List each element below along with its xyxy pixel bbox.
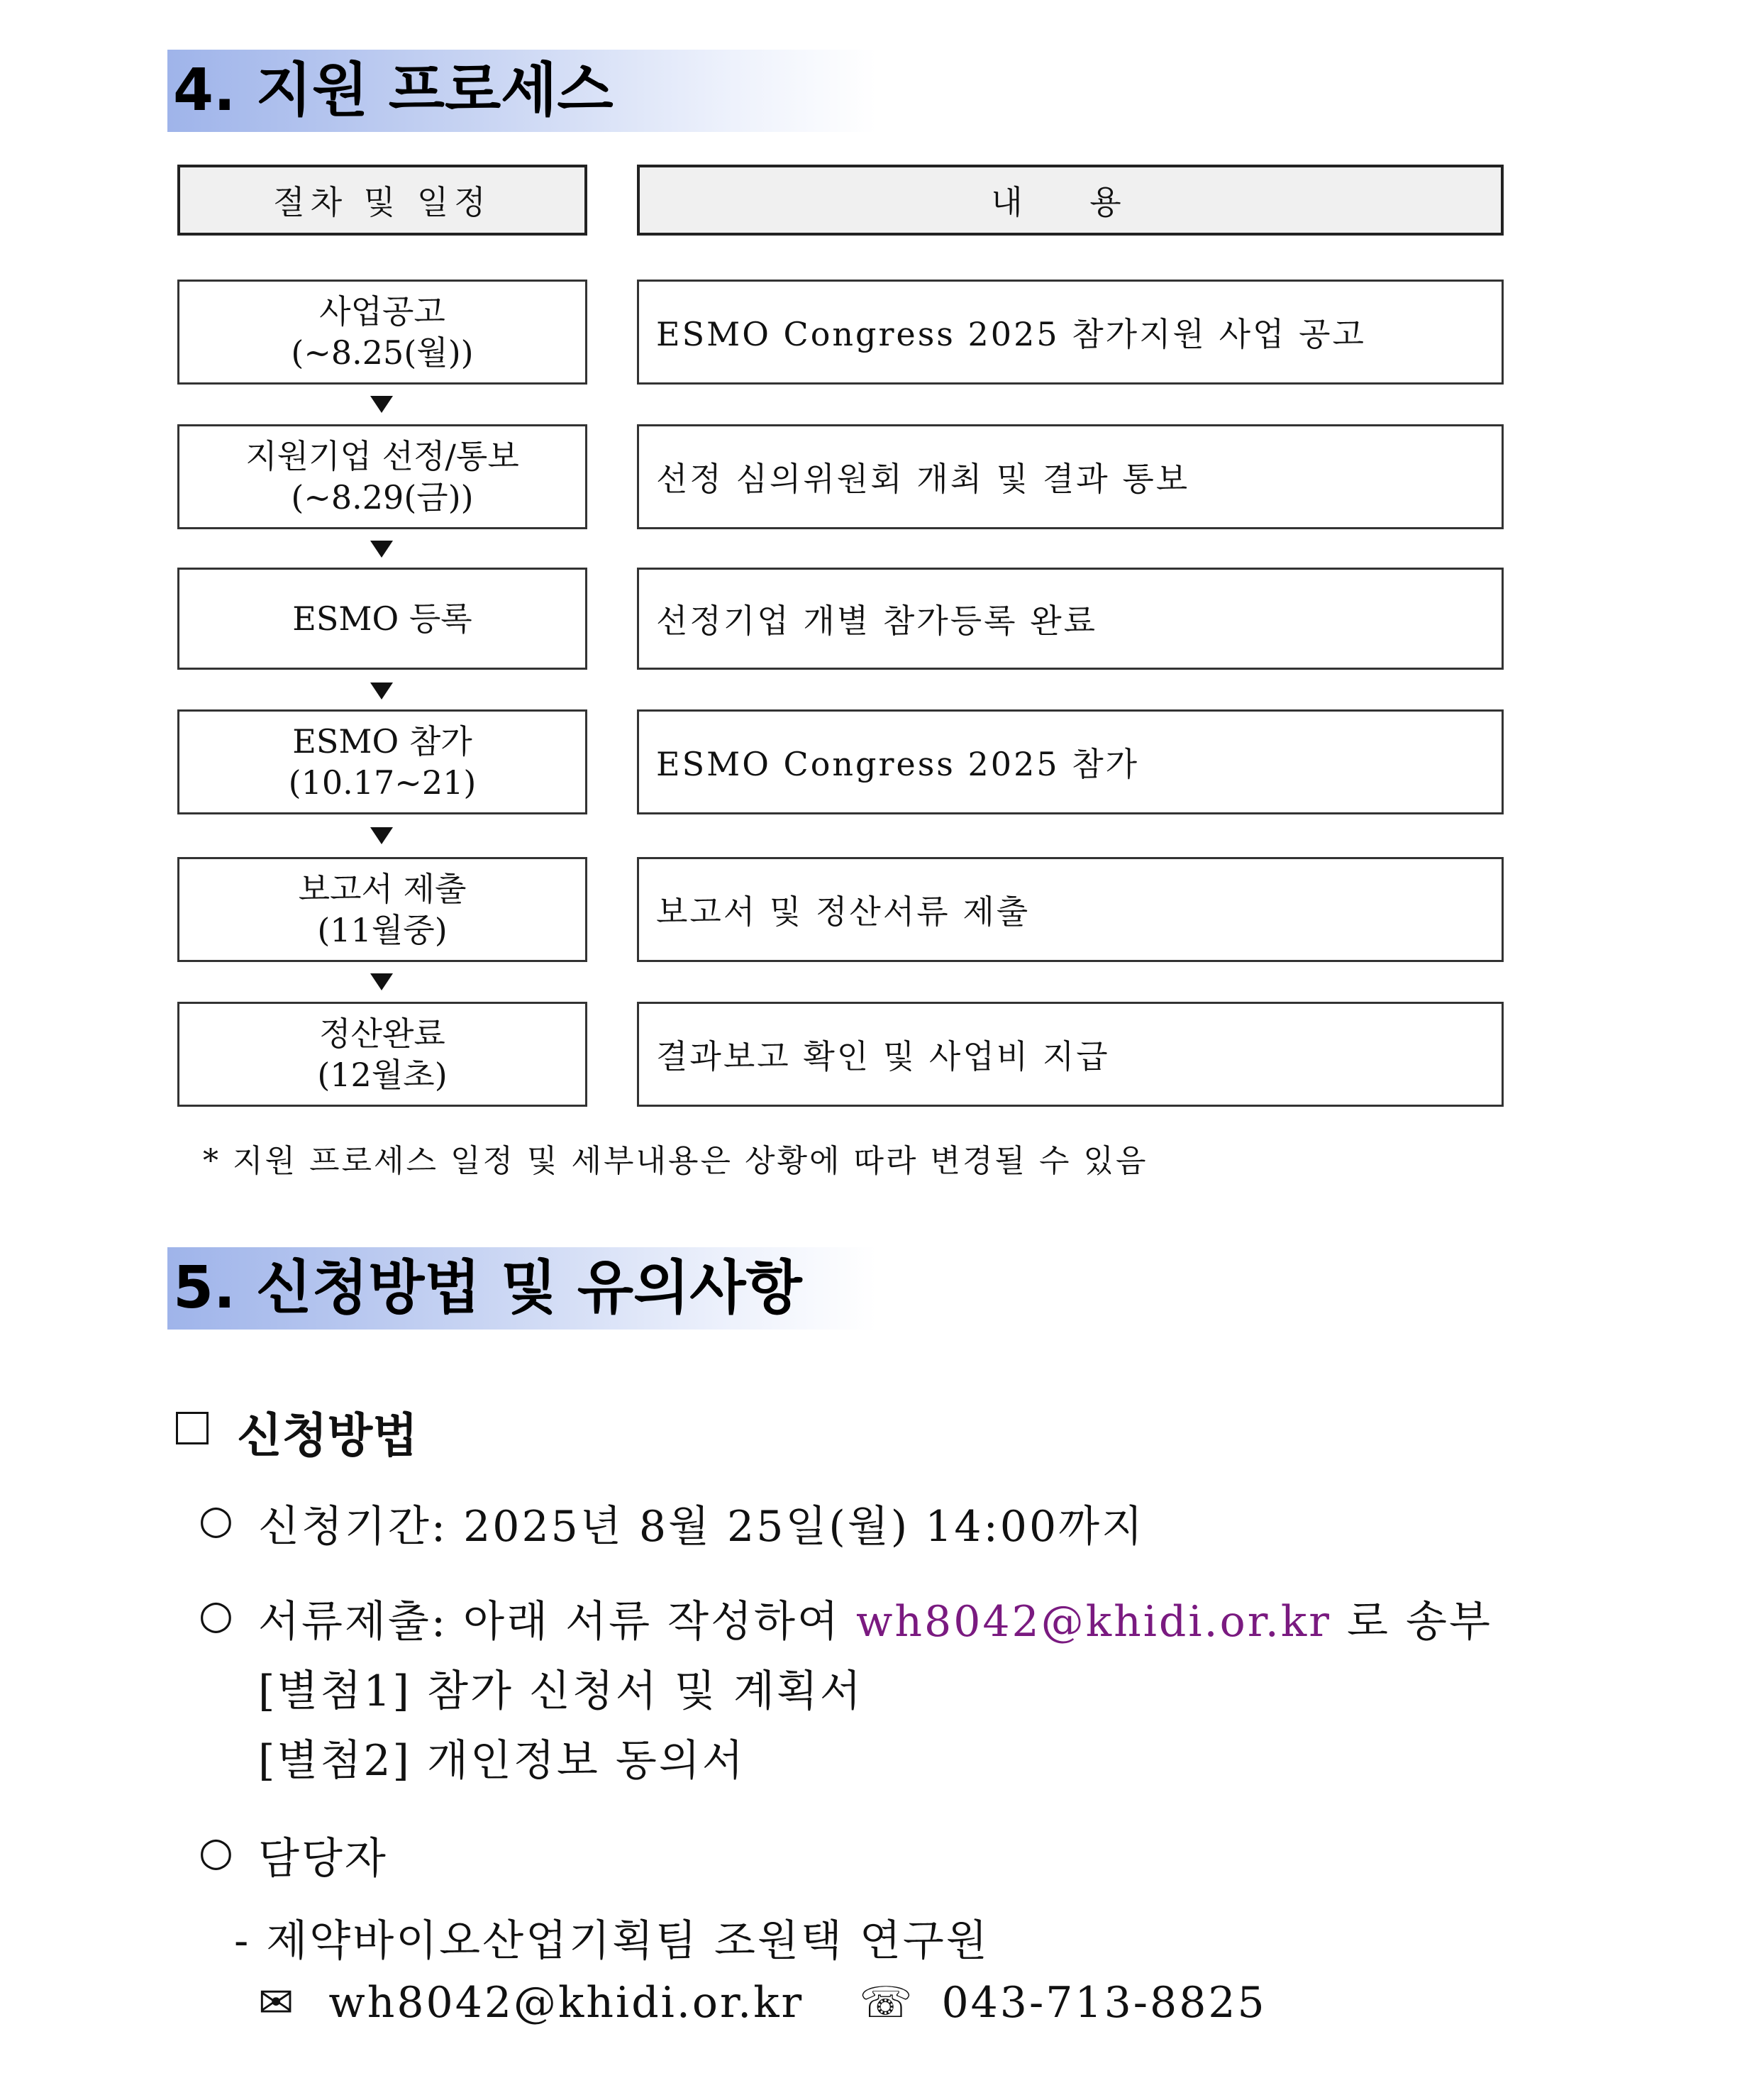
down-arrow-icon — [370, 827, 393, 844]
step-content-box — [637, 857, 1504, 962]
submission-text: 서류제출: 아래 서류 작성하여 — [258, 1597, 857, 1647]
submission-suffix: 로 송부 — [1331, 1597, 1492, 1647]
down-arrow-icon — [370, 973, 393, 990]
step-date: (12월초) — [317, 1056, 448, 1094]
step-date: (~8.25(월)) — [291, 333, 474, 372]
application-method-title: 신청방법 — [237, 1408, 418, 1463]
step-content-box — [637, 424, 1504, 529]
document-submission — [258, 1588, 1492, 1649]
step-content-text: ESMO Congress 2025 참가 — [656, 745, 1140, 783]
step-content-text: 선정기업 개별 참가등록 완료 — [656, 602, 1098, 640]
contact-label: 담당자 — [258, 1834, 388, 1884]
step-content-text: 선정 심의위원회 개최 및 결과 통보 — [656, 460, 1190, 498]
step-content-text: ESMO Congress 2025 참가지원 사업 공고 — [656, 315, 1366, 353]
application-period: 신청기간: 2025년 8월 25일(월) 14:00까지 — [258, 1502, 1145, 1552]
contact-phone: 043-713-8825 — [941, 1978, 1267, 2028]
step-date: (10.17~21) — [288, 763, 477, 802]
attachment-2: [별첨2] 개인정보 동의서 — [258, 1736, 745, 1786]
down-arrow-icon — [370, 682, 393, 700]
phone-icon: ☏ — [859, 1978, 915, 2028]
process-note: * 지원 프로세스 일정 및 세부내용은 상황에 따라 변경될 수 있음 — [203, 1143, 1148, 1179]
step-label: 정산완료 — [319, 1015, 445, 1053]
step-box-participation — [177, 709, 587, 814]
mail-icon: ✉ — [258, 1978, 296, 2028]
step-content-box — [637, 1002, 1504, 1107]
contact-email[interactable]: wh8042@khidi.or.kr — [328, 1978, 804, 2028]
step-date: (~8.29(금)) — [291, 478, 474, 516]
step-content-box — [637, 568, 1504, 670]
circle-bullet-icon: ○ — [199, 1829, 233, 1875]
step-content-box — [637, 280, 1504, 385]
contact-details — [258, 1978, 1267, 2028]
header-content: 내 용 — [637, 165, 1504, 236]
circle-bullet-icon: ○ — [199, 1592, 233, 1638]
attachment-1: [별첨1] 참가 신청서 및 계획서 — [258, 1667, 863, 1716]
contact-person: - 제약바이오산업기획팀 조원택 연구원 — [234, 1916, 989, 1966]
step-box-report — [177, 857, 587, 962]
step-label: 사업공고 — [319, 292, 445, 331]
step-box-selection — [177, 424, 587, 529]
down-arrow-icon — [370, 396, 393, 413]
step-content-text: 결과보고 확인 및 사업비 지급 — [656, 1037, 1110, 1076]
step-label: ESMO 등록 — [292, 599, 472, 638]
circle-bullet-icon: ○ — [199, 1497, 233, 1543]
step-content-text: 보고서 및 정산서류 제출 — [656, 892, 1031, 931]
section-5-title: 5. 신청방법 및 유의사항 — [167, 1247, 877, 1330]
step-label: 보고서 제출 — [298, 870, 467, 908]
checkbox-icon — [176, 1412, 209, 1444]
step-label: 지원기업 선정/통보 — [245, 437, 519, 475]
step-content-box — [637, 709, 1504, 814]
down-arrow-icon — [370, 541, 393, 558]
step-label: ESMO 참가 — [292, 722, 472, 761]
section-4-title: 4. 지원 프로세스 — [167, 50, 877, 132]
header-schedule: 절차 및 일정 — [177, 165, 587, 236]
step-box-announcement — [177, 280, 587, 385]
step-date: (11월중) — [317, 911, 448, 949]
step-box-settlement — [177, 1002, 587, 1107]
step-box-registration — [177, 568, 587, 670]
submission-email-link[interactable]: wh8042@khidi.or.kr — [856, 1597, 1331, 1647]
